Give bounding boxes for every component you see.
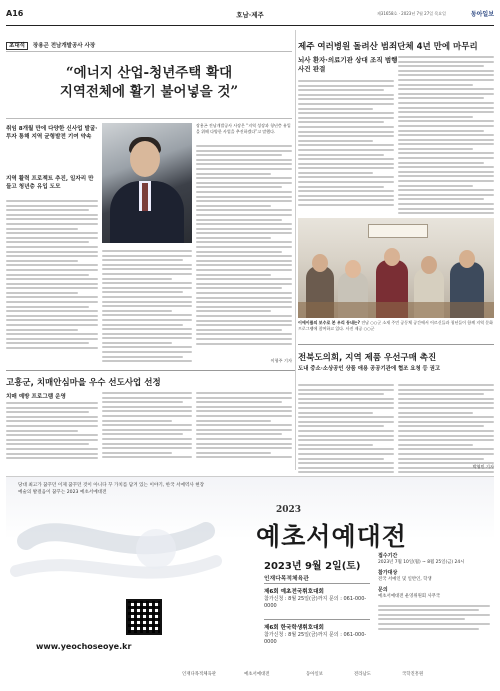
lower-right-headline: 전북도의회, 지역 제품 우선구매 촉진 [298, 353, 437, 363]
left-section-rule [6, 370, 295, 371]
community-photo-caption [298, 320, 494, 331]
sponsor-logo-5: 국학진흥원 [402, 672, 424, 677]
interview-body-col-2 [196, 145, 292, 347]
info-text-contact: 예초서예대전 운영위원회 사무국 [378, 593, 441, 599]
ad-divider-2 [264, 619, 370, 620]
ad-contest-block-2 [264, 625, 374, 646]
info-label-contact: 문의 [378, 587, 388, 594]
info-label-target: 참가대상 [378, 570, 398, 577]
sponsor-logo-2: 예초서예대전 [244, 672, 270, 677]
qr-code[interactable] [126, 599, 162, 635]
interview-body-col-1 [6, 200, 98, 352]
ad-contest-block-1 [264, 589, 374, 610]
lower-right-body-col-2 [398, 384, 494, 476]
section-title: 호남·제주 [236, 11, 264, 19]
interview-quote-box [6, 51, 292, 119]
header-rule [6, 25, 494, 26]
ad-note: 당대 최고가 꿈꾸던 이제 꿈꾸던 것이 아니다 꾸 가치를 담겨 있는 이야기, 한국 서예역사 현장 예술의 발걸음이 꿈꾸는 2023 예초서예대전 [18, 483, 205, 495]
top-right-body-col-1 [298, 80, 394, 209]
lower-left-body-col-1 [6, 402, 98, 462]
contest-1-title: 제6회 예초전국휘호대회 [264, 589, 324, 595]
contest-1-text: 참가신청 : 8월 25일(금)까지 문의 : 061-000-0000 [264, 596, 367, 609]
sponsor-logo-1: 인재다목적체육관 [182, 672, 216, 677]
ad-year: 2023 [276, 505, 302, 515]
top-right-subheading: 뇌사 환자·의료기관 상대 조직 범행 사건 판결 [298, 56, 398, 73]
interview-subheading: 지역 활력 프로젝트 추진, 일자리 만들고 청년층 유입 도모 [6, 176, 94, 190]
ad-info-panel [378, 553, 490, 632]
right-section-rule [298, 344, 494, 345]
page-number: A16 [6, 9, 24, 18]
headline-line-2: 지역전체에 활기 불어넣을 것” [59, 84, 239, 100]
ad-event-date: 2023년 9월 2일(토) [264, 561, 361, 572]
interview-lead: 취임 8개월 만에 다양한 신사업 발굴·투자 통해 지역 균형발전 기여 약속 [6, 126, 98, 140]
top-right-headline: 제주 여러병원 돌려산 범죄단체 4년 만에 마무리 [298, 42, 478, 52]
info-text-target: 전국 서예인 및 일반인, 학생 [378, 576, 432, 582]
ad-sponsor-logos [182, 669, 494, 681]
column-divider [295, 30, 296, 470]
brush-stroke-illustration [6, 501, 232, 601]
community-photo [298, 218, 494, 318]
interview-kicker [6, 41, 95, 49]
contest-2-text: 참가신청 : 8월 25일(금)까지 문의 : 061-000-0000 [264, 632, 367, 645]
issue-info: 제31658호 · 2023년 7월 27일 목요일 [376, 11, 446, 16]
ad-divider-1 [264, 583, 370, 584]
photo-credit: 사진 제공 ○○군 [345, 325, 375, 331]
kicker-text: 장용곤 전남개발공사 사장 [32, 43, 96, 49]
interview-body-col-3 [102, 250, 192, 365]
sponsor-logo-4: 전라남도 [354, 672, 371, 677]
info-label-period: 접수기간 [378, 553, 398, 559]
kicker-tag: 초대석 [6, 42, 28, 50]
sponsor-logo-3: 동아일보 [306, 672, 323, 677]
lower-left-headline: 고흥군, 치매안심마을 우수 선도사업 선정 [6, 378, 161, 388]
info-text-period: 2023년 7월 10일(월) ~ 8월 25일(금) 24시 [378, 559, 465, 565]
photo-caption-title: 이에이플의 보수로 본 우리 동네는? [298, 320, 360, 325]
lower-right-subheading: 도내 중소·소상공인 상품 애용 공공기관에 협조 요청 등 권고 [298, 366, 441, 372]
contest-2-title: 제6회 한국학생휘호대회 [264, 625, 324, 631]
newspaper-name: 동아일보 [470, 11, 494, 18]
interview-byline: 이형주 기자 [270, 358, 292, 363]
lower-right-byline: 박영민 기자 [472, 464, 494, 469]
lower-left-body-col-3 [196, 392, 292, 461]
lower-left-body-col-2 [102, 392, 192, 461]
top-right-body-col-2 [398, 56, 494, 217]
lower-right-body-col-1 [298, 384, 394, 485]
interview-headline [6, 64, 292, 102]
headline-line-1: “에너지 산업-청년주택 확대 [65, 65, 233, 81]
portrait-caption: 장용곤 전남개발공사 사장은 “지역 성장과 청년층 유입을 위해 다양한 사업을 추진하겠다”고 말했다. [196, 123, 291, 134]
page-header [6, 6, 494, 24]
ad-website-url[interactable]: www.yeochoseoye.kr [36, 642, 132, 651]
ad-title: 예초서예대전 [256, 522, 407, 551]
lower-left-subheading: 치매 예방 프로그램 운영 [6, 394, 66, 400]
interview-portrait-photo [102, 123, 192, 243]
calligraphy-festival-ad [6, 476, 494, 685]
ad-venue: 인재다목적체육관 [264, 576, 309, 582]
photo-caption-text: 전남 ○○군 소재 주민 공동체 공간에서 어르신들과 청년들이 함께 지역 문화 프로그램에 참여하고 있다. [298, 320, 494, 331]
